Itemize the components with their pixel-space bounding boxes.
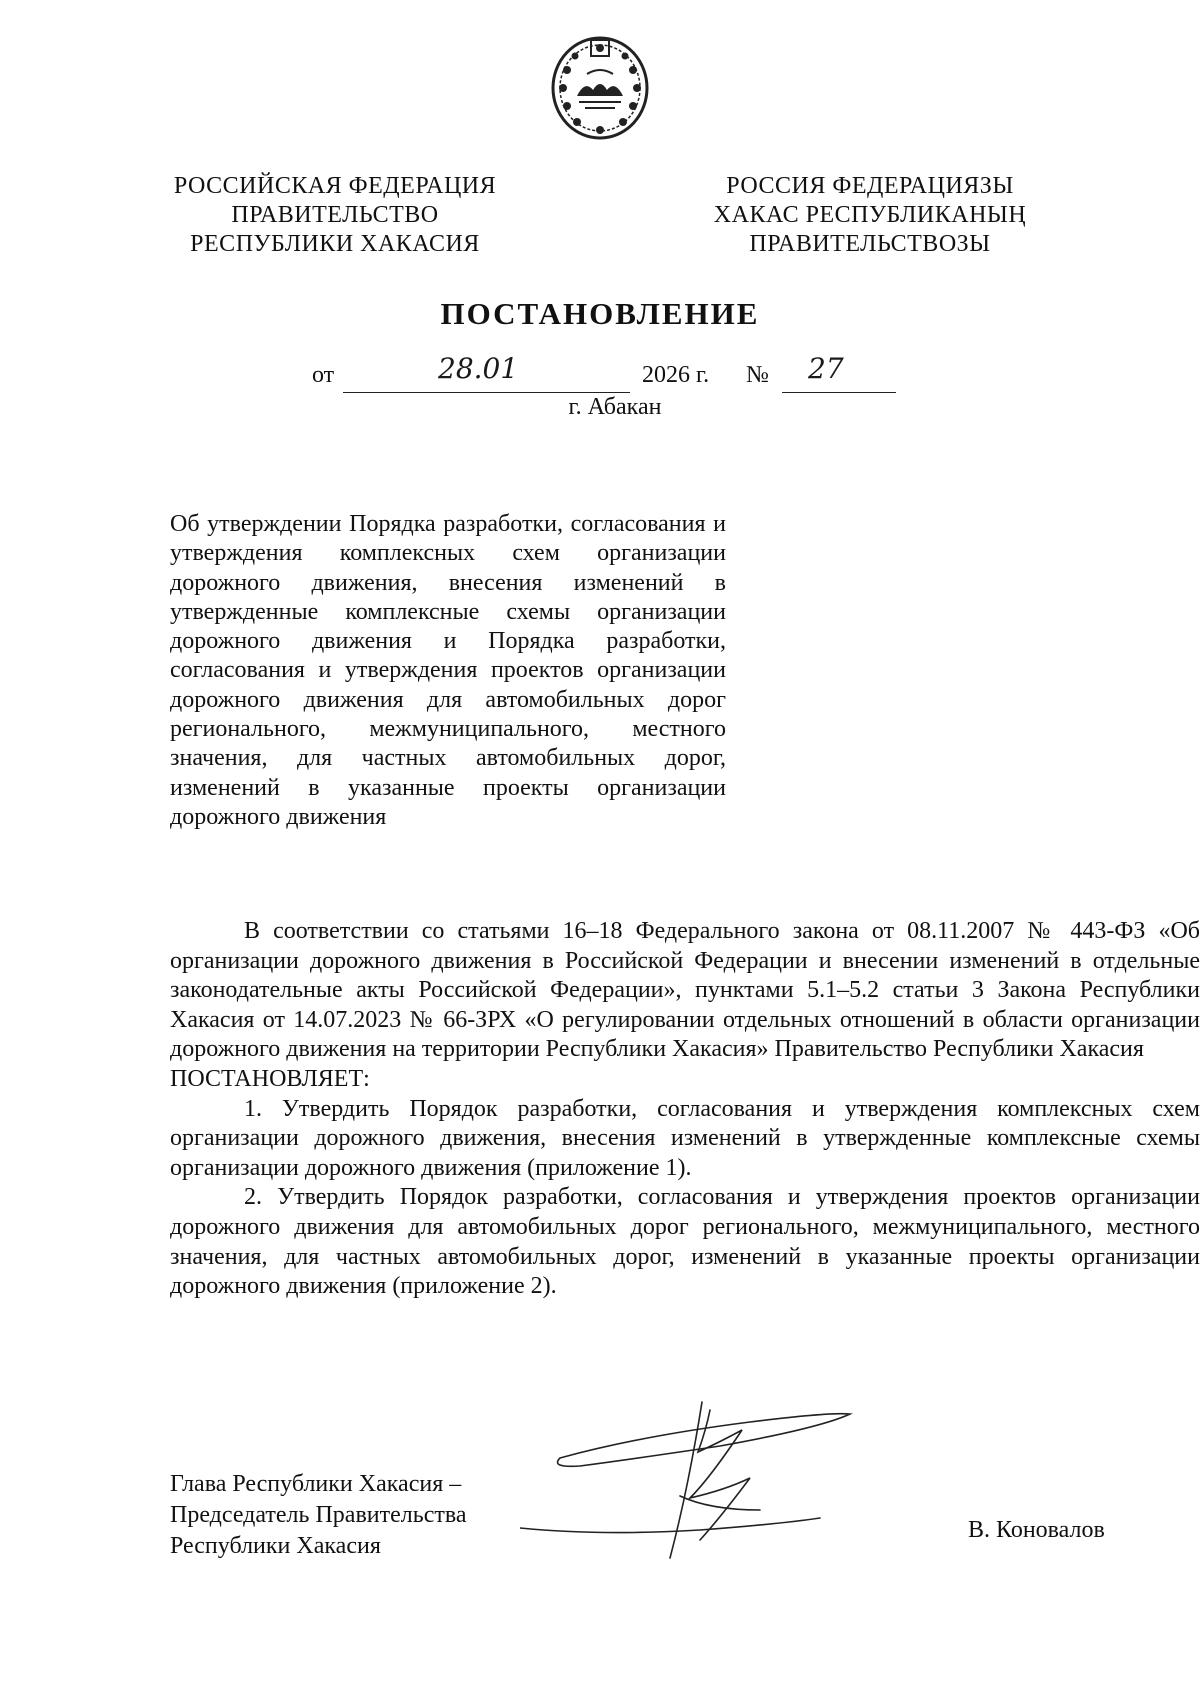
handwritten-signature (520, 1400, 940, 1570)
header-left-line-2: ПРАВИТЕЛЬСТВО (231, 202, 439, 228)
signatory-title-line-2: Председатель Правительства (170, 1502, 467, 1528)
header-left-line-1: РОССИЙСКАЯ ФЕДЕРАЦИЯ (173, 173, 497, 199)
number-label: № (746, 362, 769, 388)
handwritten-date: 28.01 (438, 352, 519, 385)
signatory-name: В. Коновалов (968, 1517, 1105, 1543)
year-label: 2026 г. (642, 362, 710, 388)
header-right-line-2: ХАКАС РЕСПУБЛИКАНЫҢ (713, 202, 1027, 228)
header-right-block (690, 172, 1050, 259)
header-right-line-1: РОССИЯ ФЕДЕРАЦИЯЗЫ (726, 173, 1014, 199)
document-subject: Об утверждении Порядка разработки, согласования и утверждения комплексных схем организации дорожного движения, внесения изменений в утвержденные комплексные схемы организации дорожного движения и Порядка разработки, согласования и утверждения проектов организации дорожного движения для автомобильных дорог регионального, межмуниципального, местного значения, для частных автомобильных дорог, изменений в указанные проекты организации дорожного движения (170, 511, 726, 830)
signatory-title-line-3: Республики Хакасия (170, 1533, 381, 1559)
item-2-paragraph: 2. Утвердить Порядок разработки, согласования и утверждения проектов организации дорожного движения для автомобильных дорог регионального, межмуниципального, местного значения, для частных автомобильных дорог, изменений в указанные проекты организации дорожного движения (приложение 2). (170, 1184, 1200, 1300)
header-left-block (160, 172, 510, 259)
header-left-line-3: РЕСПУБЛИКИ ХАКАСИЯ (190, 231, 480, 257)
preamble-paragraph: В соответствии со статьями 16–18 Федерального закона от 08.11.2007 № 443-ФЗ «Об организации дорожного движения в Российской Федерации и внесении изменений в отдельные законодательные акты Российской Федерации», пунктами 5.1–5.2 статьи 3 Закона Республики Хакасия от 14.07.2023 № 66-ЗРХ «О регулировании отдельных отношений в области организации дорожного движения на территории Республики Хакасия» Правительство Республики Хакасия (170, 918, 1200, 1063)
signatory-title-line-1: Глава Республики Хакасия – (170, 1471, 462, 1497)
decree-word: ПОСТАНОВЛЯЕТ: (170, 1065, 370, 1092)
signatory-title (170, 1469, 467, 1562)
document-type-title: ПОСТАНОВЛЕНИЕ (440, 296, 760, 331)
city-label: г. Абакан (568, 394, 662, 420)
document-body (170, 917, 1200, 1302)
handwritten-number: 27 (808, 352, 844, 385)
date-prefix-label: от (312, 362, 335, 388)
header-right-line-3: ПРАВИТЕЛЬСТВОЗЫ (749, 231, 991, 257)
coat-of-arms-emblem (547, 30, 653, 142)
item-1-paragraph: 1. Утвердить Порядок разработки, согласования и утверждения комплексных схем организации дорожного движения, внесения изменений в утвержденные комплексные схемы организации дорожного движения (приложение 1). (170, 1095, 1200, 1181)
